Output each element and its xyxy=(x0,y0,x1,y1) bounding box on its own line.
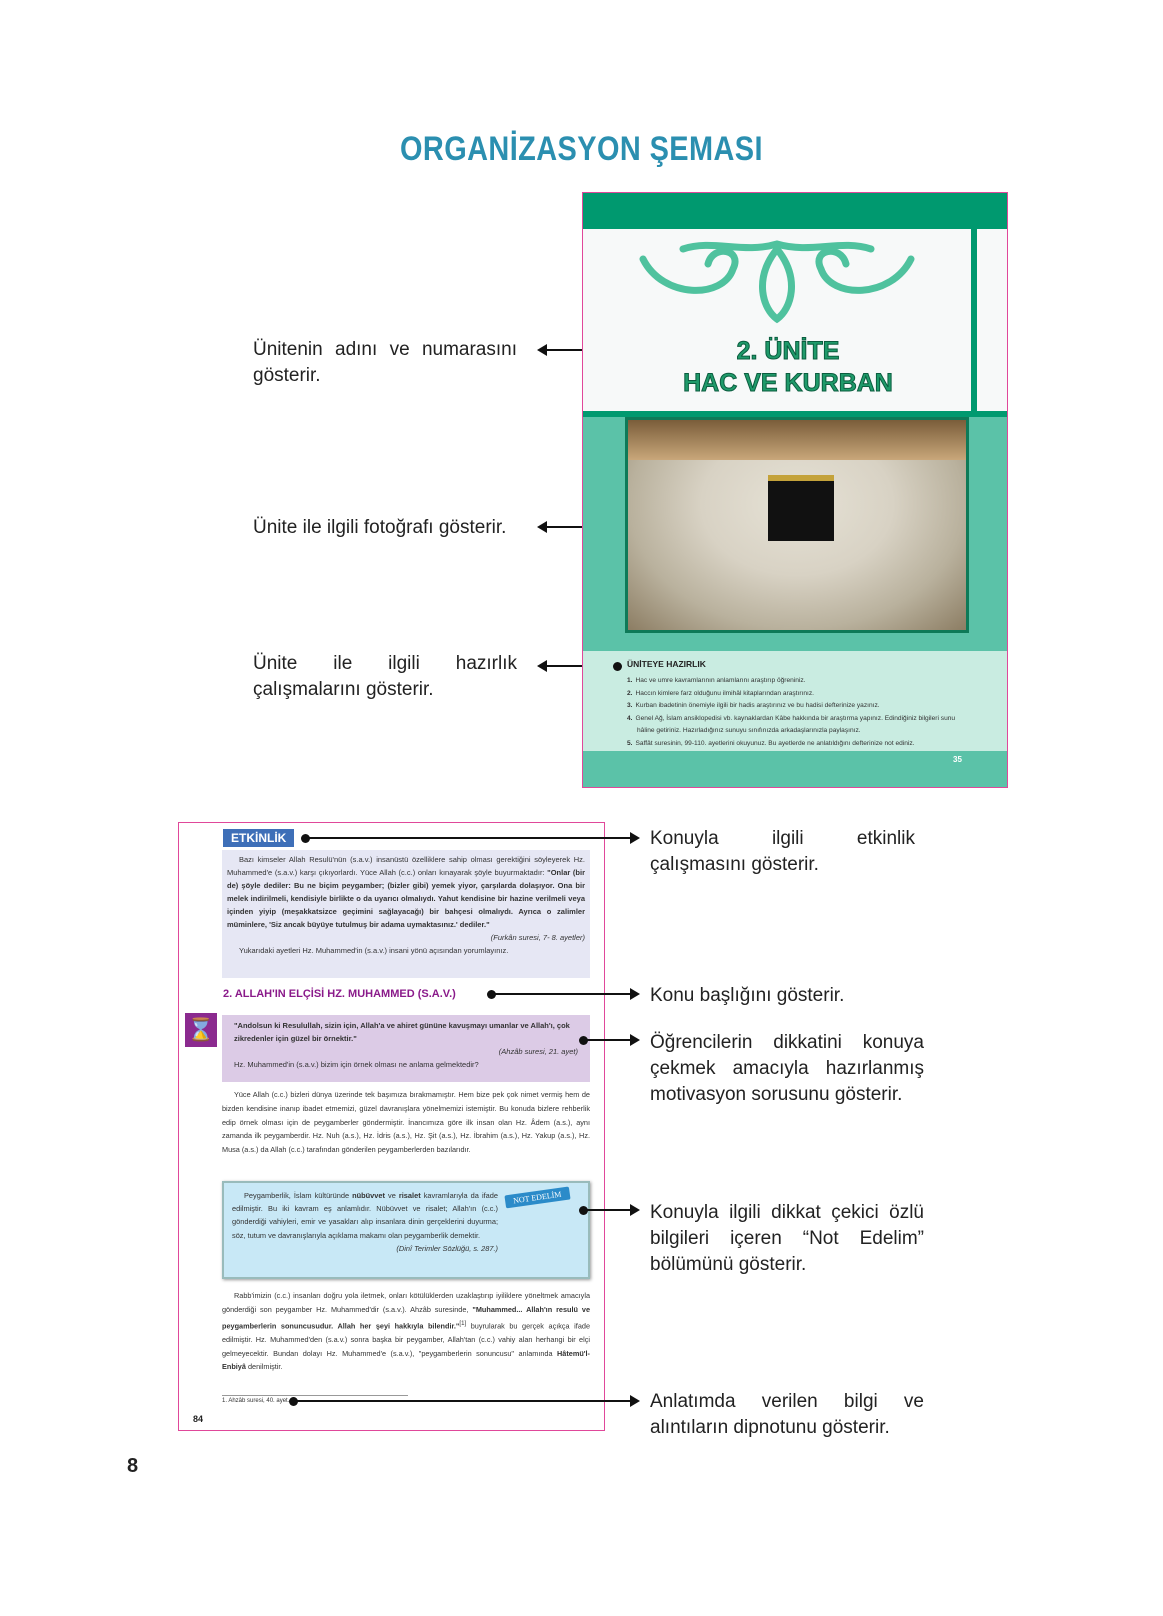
prep-item: 2. Haccın kimlere farz olduğunu ilmihâl kitaplarından araştırınız. xyxy=(627,689,814,697)
lesson-page-number: 84 xyxy=(193,1414,204,1424)
label-note: Konuyla ilgili dikkat çekici özlü bilgileri içeren “Not Edelim” bölümünü gösterir. xyxy=(650,1202,924,1275)
not-edelim-flag: NOT EDELİM xyxy=(504,1187,570,1209)
etkinlik-box: Bazı kimseler Allah Resulü'nün (s.a.v.) insanüstü özelliklere sahip olması gerektiğini söyleyerek Hz. Muhammed'e (s.a.v.) karşı çıkıyorlardı. Yüce Allah (c.c.) onları kınayarak şöyle buyurmaktadır: "Onlar (bir de) şöyle dediler: Bu ne biçim peygamber; (bizler gibi) yemek yiyor, çarşılarda dolaşıyor. Ona bir melek indirilmeli, kendisiyle birlikte o da uyarıcı olmalıydı. Yahut kendisine bir hazine verilmeli veya içinden yiyip (meşakkatsizce geçimini sağlayacağı) bir bahçesi olmalıydı. Ayrıca o zalimler müminlere, 'Siz ancak büyüye tutulmuş bir adama uymaktasınız.' dediler." (Furkân suresi, 7- 8. ayetler) Yukarıdaki ayetleri Hz. Muhammed'in (s.a.v.) insani yönü açısından yorumlayınız. xyxy=(222,850,590,978)
connector-line xyxy=(583,1039,630,1041)
label-unit-photo: Ünite ile ilgili fotoğrafı gösterir. xyxy=(253,517,507,538)
arrow-right-icon xyxy=(630,1395,640,1407)
label-unit-name: Ünitenin adını ve numarasını gösterir. xyxy=(253,339,517,386)
prep-item: 3. Kurban ibadetinin önemiyle ilgili bir hadis araştırınız ve bu hadisi defterinize yazınız. xyxy=(627,702,880,709)
unit-opening-page xyxy=(582,192,1008,788)
unit-name: HAC VE KURBAN xyxy=(683,369,893,397)
page-number: 8 xyxy=(127,1455,139,1477)
motivation-box: "Andolsun ki Resulullah, sizin için, Allah'a ve ahiret gününe kavuşmayı umanlar ve Allah'ı, çok zikredenler için güzel bir örnektir." (Ahzâb suresi, 21. ayet) Hz. Muhammed'in (s.a.v.) bizim için örnek olması ne anlama gelmektedir? xyxy=(222,1015,590,1082)
connector-line xyxy=(293,1400,630,1402)
label-footnote: Anlatımda verilen bilgi ve alıntıların dipnotunu gösterir. xyxy=(650,1391,924,1438)
header-band xyxy=(583,193,1007,229)
unit-page-number: 35 xyxy=(953,755,962,764)
photo-roof xyxy=(628,420,966,460)
prep-item: 1. Hac ve umre kavramlarının anlamlarını araştırıp öğreniniz. xyxy=(627,677,806,684)
label-topic: Konu başlığını gösterir. xyxy=(650,985,845,1006)
connector-dot xyxy=(613,662,622,671)
prep-item: 4. Genel Ağ, İslam ansiklopedisi vb. kaynaklardan Kâbe hakkında bir araştırma yapınız. Edindiğiniz bilgileri sunu hâline getiriniz. Hazırladığınız sunuyu sınıfınızda arkadaşlarınızla paylaşınız. xyxy=(627,714,956,734)
label-unit-prep: Ünite ile ilgili hazırlık çalışmalarını gösterir. xyxy=(253,653,517,700)
unit-preparation xyxy=(583,651,1007,751)
body-paragraph: Yüce Allah (c.c.) bizleri dünya üzerinde tek başımıza bırakmamıştır. Hem bize pek çok nimet vermiş hem de bizden kendisine inanıp ibadet etmemizi, güzel davranışlara yönelmemizi istemiştir. Bu konuda bizlere rehberlik edip örnek olması için de peygamberler göndermiştir. İnancımıza göre ilk insan olan Hz. Âdem (a.s.), aynı zamanda ilk peygamberdir. Hz. Nuh (a.s.), Hz. İdris (a.s.), Hz. Şit (a.s.), Hz. İbrahim (a.s.), Hz. Yakup (a.s.), Hz. Musa (a.s.) da Allah (c.c.) tarafından gönderilen peygamberlerden bazılarıdır. xyxy=(222,1090,590,1155)
hourglass-icon: ⌛ xyxy=(185,1013,217,1047)
label-motivation: Öğrencilerin dikkatini konuya çekmek amacıyla hazırlanmış motivasyon sorusunu gösterir. xyxy=(650,1032,924,1105)
ornament-area xyxy=(583,229,1007,411)
arrow-right-icon xyxy=(630,1204,640,1216)
unit-number: 2. ÜNİTE xyxy=(736,337,840,365)
footnote: 1. Ahzâb suresi, 40. ayet. xyxy=(222,1398,290,1404)
arrow-right-icon xyxy=(630,1034,640,1046)
divider xyxy=(971,229,977,417)
topic-title: 2. ALLAH'IN ELÇİSİ HZ. MUHAMMED (S.A.V.) xyxy=(223,988,456,1000)
footnote-divider xyxy=(222,1395,408,1396)
lesson-page xyxy=(178,822,605,1431)
arrow-right-icon xyxy=(630,832,640,844)
connector-line xyxy=(491,993,630,995)
note-box: Peygamberlik, İslam kültüründe nübüvvet ve risalet kavramlarıyla da ifade edilmiştir. Bu iki kavram eş anlamlıdır. Nübüvvet ve risalet; Allah'ın (c.c.) gönderdiği vahiyleri, emir ve yasakları alıp insanlara dinin gerçeklerini duyurma; söz, tutum ve davranışlarıyla açıklama makamı olan peygamberlik demektir. (Dinî Terimler Sözlüğü, s. 287.) xyxy=(222,1181,590,1279)
arrow-right-icon xyxy=(630,988,640,1000)
label-etkinlik: Konuyla ilgili etkinlik çalışmasını gösterir. xyxy=(650,828,915,875)
connector-line xyxy=(583,1209,630,1211)
ornament-icon xyxy=(583,229,971,329)
body-paragraph: Rabb'imizin (c.c.) insanları doğru yola iletmek, onları kötülüklerden uzaklaştırıp iyiliklere yöneltmek amacıyla gönderdiği son peygamber Hz. Muhammed'dir (s.a.v.). Ahzâb suresinde, "Muhammed... Allah'ın resulü ve peygamberlerin sonuncusudur. Allah her şeyi hakkıyla bilendir."[1] buyrularak bu gerçek açıkça ifade edilmiştir. Hz. Muhammed'den (s.a.v.) sonra başka bir peygamber, Allah'tan (c.c.) vahiy alan herhangi bir elçi gelmeyecektir. Bundan dolayı Hz. Muhammed'e (s.a.v.), "peygamberlerin sonuncusu" anlamında Hâtemü'l-Enbiyâ denilmiştir. xyxy=(222,1291,591,1372)
prep-item: 5. Saffât suresinin, 99-110. ayetlerini okuyunuz. Bu ayetlerde ne anlatıldığını defterinize not ediniz. xyxy=(627,739,915,747)
prep-title: ÜNİTEYE HAZIRLIK xyxy=(627,659,706,669)
kaaba-icon xyxy=(768,475,834,541)
kaaba-photo xyxy=(625,417,969,633)
etkinlik-tag: ETKİNLİK xyxy=(223,829,294,847)
connector-line xyxy=(305,837,630,839)
page-title: ORGANİZASYON ŞEMASI xyxy=(400,130,763,168)
